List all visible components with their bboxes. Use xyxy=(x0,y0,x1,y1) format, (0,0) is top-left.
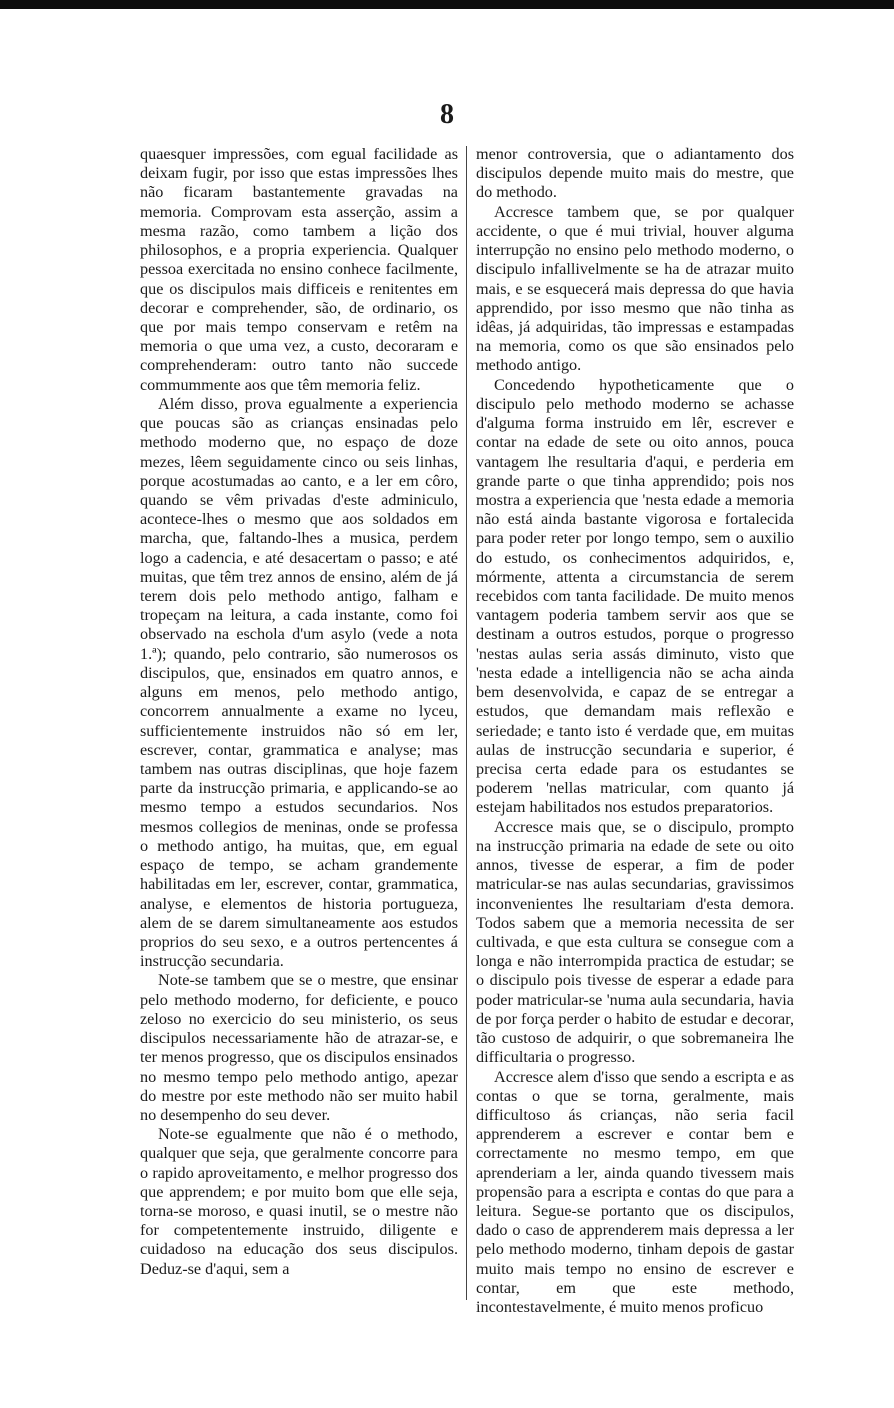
right-paragraph-5: Accresce alem d'isso que sendo a escripta e as contas o que se torna, geralmente, mais difficultoso ás crianças, não seria facil apprenderem a escrever e contar bem e correctamente no mesmo tempo, em que aprenderiam a ler, ainda quando tivessem mais propensão para a escripta e contas do que para a leitura. Segue-se portanto que os discipulos, dado o caso de apprenderem mais depressa a ler pelo methodo moderno, tinham depois de gastar muito mais tempo no ensino de escrever e contar, em que este methodo, incontestavelmente, é muito menos proficuo xyxy=(476,1067,794,1317)
right-paragraph-1: menor controversia, que o adiantamento dos discipulos depende muito mais do mestre, que do methodo. xyxy=(476,145,794,202)
column-divider xyxy=(466,146,467,1300)
page-number: 8 xyxy=(440,99,454,130)
right-paragraph-4: Accresce mais que, se o discipulo, prompto na instrucção primaria na edade de sete ou oito annos, tivesse de esperar, a fim de poder matricular-se nas aulas secundarias, gravissimos inconvenientes lhe resultariam d'esta demora. Todos sabem que a memoria necessita de ser cultivada, e que esta cultura se consegue com a longa e não interrompida practica de estudar; se o discipulo pois tivesse de esperar a edade para poder matricular-se 'numa aula secundaria, havia de por força perder o habito de estudar e decorar, tão custoso de adquirir, o que sobremaneira lhe difficultaria o progresso. xyxy=(476,817,794,1067)
left-paragraph-3: Note-se tambem que se o mestre, que ensinar pelo methodo moderno, for deficiente, e pouco zeloso no exercicio do seu ministerio, os seus discipulos necessariamente hão de atrazar-se, e ter menos progresso, que os discipulos ensinados no mesmo tempo pelo methodo antigo, apezar do mestre por este methodo não ser muito habil no desempenho do seu dever. xyxy=(140,971,458,1124)
right-column xyxy=(476,145,794,1317)
right-paragraph-2: Accresce tambem que, se por qualquer accidente, o que é mui trivial, houver alguma interrupção no ensino pelo methodo moderno, o discipulo infallivelmente se ha de atrazar muito mais, e se esquecerá mais depressa do que havia apprendido, por isso mesmo que não tinha as idêas, já adquiridas, tão impressas e estampadas na memoria, como os que são ensinados pelo methodo antigo. xyxy=(476,202,794,375)
left-column xyxy=(140,145,458,1279)
right-paragraph-3: Concedendo hypotheticamente que o discipulo pelo methodo moderno se achasse d'alguma forma instruido em lêr, escrever e contar na edade de sete ou oito annos, pouca vantagem lhe resultaria d'aqui, e perderia em grande parte o que tinha apprendido; pois nos mostra a experiencia que 'nesta edade a memoria não está ainda bastante vigorosa e fortalecida para poder reter por longo tempo, sem o auxilio do estudo, os conhecimentos adquiridos, e, mórmente, attenta a circumstancia de serem recebidos com tanta facilidade. De muito menos vantagem poderia tambem servir aos que se destinam a outros estudos, porque o progresso 'nestas aulas seria assás diminuto, visto que 'nesta edade a intelligencia não se acha ainda bem desenvolvida, e capaz de se entregar a estudos, que demandam mais reflexão e seriedade; e tanto isto é verdade que, em muitas aulas de instrucção secundaria e superior, é precisa certa edade para os estudantes se poderem 'nellas matricular, com quanto já estejam habilitados nos estudos preparatorios. xyxy=(476,375,794,817)
left-paragraph-1: quaesquer impressões, com egual facilidade as deixam fugir, por isso que estas impressões lhes não ficaram bastantemente gravadas na memoria. Comprovam esta asserção, assim a mesma razão, como tambem a lição dos philosophos, e a propria experiencia. Qualquer pessoa exercitada no ensino conhece facilmente, que os discipulos mais difficeis e renitentes em decorar e comprehender, são, de ordinario, os que por mais tempo conservam e retêm na memoria o que uma vez, a custo, decoraram e comprehenderam: outro tanto não succede commummente aos que têm memoria feliz. xyxy=(140,145,458,394)
scan-top-edge xyxy=(0,0,894,9)
left-paragraph-4: Note-se egualmente que não é o methodo, qualquer que seja, que geralmente concorre para o rapido aproveitamento, e melhor progresso dos que apprendem; e por muito bom que elle seja, torna-se moroso, e quasi inutil, se o mestre não for competentemente instruido, diligente e cuidadoso na educação dos seus discipulos. Deduz-se d'aqui, sem a xyxy=(140,1125,458,1278)
left-paragraph-2: Além disso, prova egualmente a experiencia que poucas são as crianças ensinadas pelo methodo moderno que, no espaço de doze mezes, lêem seguidamente cinco ou seis linhas, porque acostumadas ao canto, e a ler em côro, quando se vêm privadas d'este adminiculo, acontece-lhes o mesmo que aos soldados em marcha, que, faltando-lhes a musica, perdem logo a cadencia, e até desacertam o passo; e até muitas, que têm trez annos de ensino, além de já terem dois pelo methodo antigo, falham e tropeçam na leitura, a cada instante, como foi observado na eschola d'um asylo (vede a nota 1.ª); quando, pelo contrario, são numerosos os discipulos, que, ensinados em quatro annos, e alguns em menos, pelo methodo antigo, concorrem annualmente a exame no lyceu, sufficientemente instruidos não só em ler, escrever, contar, grammatica e analyse; mas tambem nas outras disciplinas, que hoje fazem parte da instrucção primaria, e applicando-se ao mesmo tempo a estudos secundarios. Nos mesmos collegios de meninas, onde se professa o methodo antigo, ha muitas, que, em egual espaço de tempo, se acham grandemente habilitadas em ler, escrever, contar, grammatica, analyse, e elementos de historia portugueza, alem de se darem simultaneamente aos estudos proprios do seu sexo, e a outros pertencentes á instrucção secundaria. xyxy=(140,394,458,971)
